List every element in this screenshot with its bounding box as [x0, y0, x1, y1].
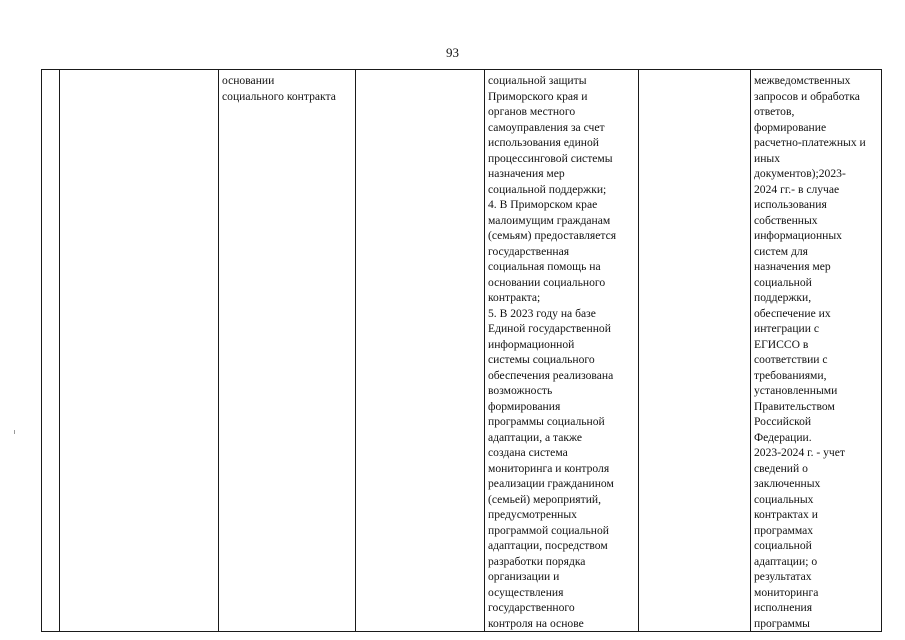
cell-description-line: информационной — [488, 337, 575, 351]
cell-name — [60, 70, 219, 632]
cell-description-line: возможность — [488, 384, 553, 397]
cell-results-line: формирование — [754, 120, 827, 134]
cell-results-line: мониторинга — [754, 585, 819, 599]
cell-results-line: систем для — [754, 244, 808, 258]
cell-results-line: Российской — [754, 415, 812, 428]
cell-basis — [219, 70, 356, 632]
cell-results-line: расчетно-платежных и — [754, 136, 866, 149]
cell-description-line: государственного — [488, 601, 575, 614]
cell-description-line: назначения мер — [488, 167, 565, 180]
cell-results-line: сведений о — [754, 461, 808, 475]
cell-results-line: заключенных — [754, 477, 821, 490]
cell-empty — [356, 70, 485, 632]
cell-description-line: 5. В 2023 году на базе — [488, 306, 596, 320]
cell-description-line: самоуправления за счет — [488, 120, 605, 134]
cell-description-line: адаптации, а также — [488, 430, 583, 444]
cell-results-line: социальной — [754, 275, 812, 289]
cell-results-line: адаптации; о — [754, 554, 818, 568]
cell-description-line: (семьей) мероприятий, — [488, 492, 602, 506]
cell-results-line: социальных — [754, 492, 814, 506]
cell-results-line: контрактах и — [754, 508, 818, 521]
cell-results-line: Федерации. — [754, 430, 812, 444]
cell-results-line: программах — [754, 523, 814, 537]
cell-results-line: иных — [754, 151, 780, 165]
cell-description-line: контроля на основе — [488, 616, 584, 630]
cell-description-line: обеспечения реализована — [488, 368, 614, 382]
cell-description-line: контракта; — [488, 291, 541, 304]
cell-results-line: поддержки, — [754, 291, 812, 304]
cell-description-line: осуществления — [488, 585, 564, 599]
cell-results-line: Правительством — [754, 399, 835, 413]
cell-description-line: (семьям) предоставляется — [488, 229, 617, 242]
cell-description-line: Единой государственной — [488, 322, 611, 335]
scan-mark — [14, 430, 15, 434]
cell-description-line: формирования — [488, 399, 561, 413]
cell-basis-line: основании — [222, 74, 275, 87]
cell-results-line: соответствии с — [754, 353, 828, 366]
cell-results — [751, 70, 882, 632]
cell-description-line: мониторинга и контроля — [488, 461, 610, 475]
cell-description-line: 4. В Приморском крае — [488, 198, 598, 211]
page-number: 93 — [446, 45, 459, 60]
cell-results-line: информационных — [754, 229, 842, 242]
cell-basis-line: социального контракта — [222, 89, 336, 103]
cell-description-line: социальная помощь на — [488, 260, 601, 273]
cell-number — [42, 70, 60, 632]
cell-results-line: установленными — [754, 384, 838, 397]
cell-description-line: создана система — [488, 446, 568, 459]
cell-results-line: назначения мер — [754, 260, 831, 273]
cell-description-line: организации и — [488, 570, 560, 583]
cell-empty — [639, 70, 751, 632]
cell-results-line: ответов, — [754, 105, 795, 118]
cell-results-line: 2023-2024 г. - учет — [754, 446, 845, 459]
cell-description-line: предусмотренных — [488, 508, 577, 521]
cell-results-line: межведомственных — [754, 74, 851, 87]
cell-description-line: малоимущим гражданам — [488, 213, 611, 227]
cell-results-line: собственных — [754, 213, 818, 227]
cell-description-line: социальной поддержки; — [488, 182, 607, 196]
cell-description-line: государственная — [488, 244, 570, 258]
cell-results-line: требованиями, — [754, 368, 827, 382]
cell-results-line: обеспечение их — [754, 306, 831, 320]
cell-description-line: адаптации, посредством — [488, 539, 608, 552]
cell-description-line: программы социальной — [488, 415, 605, 428]
cell-results-line: запросов и обработка — [754, 89, 860, 103]
cell-description-line: основании социального — [488, 275, 606, 289]
cell-description-line: системы социального — [488, 353, 595, 366]
cell-results-line: 2024 гг.- в случае — [754, 182, 840, 196]
cell-results-line: использования — [754, 198, 827, 211]
cell-results-line: программы — [754, 616, 810, 630]
document-table — [41, 69, 882, 632]
cell-results-line: результатах — [754, 570, 812, 583]
cell-description — [485, 70, 639, 632]
cell-description-line: органов местного — [488, 105, 576, 118]
cell-description-line: разработки порядка — [488, 554, 586, 568]
cell-description-line: социальной защиты — [488, 74, 587, 87]
cell-description-line: программой социальной — [488, 523, 609, 537]
cell-results-line: исполнения — [754, 601, 813, 614]
cell-description-line: реализации гражданином — [488, 477, 614, 490]
cell-description-line: использования единой — [488, 136, 599, 149]
cell-description-line: Приморского края и — [488, 89, 588, 103]
table-row — [42, 70, 882, 632]
cell-description-line: процессинговой системы — [488, 151, 613, 165]
cell-results-line: интеграции с — [754, 322, 819, 335]
cell-results-line: документов);2023- — [754, 167, 846, 180]
cell-results-line: ЕГИССО в — [754, 337, 809, 351]
cell-results-line: социальной — [754, 539, 812, 552]
